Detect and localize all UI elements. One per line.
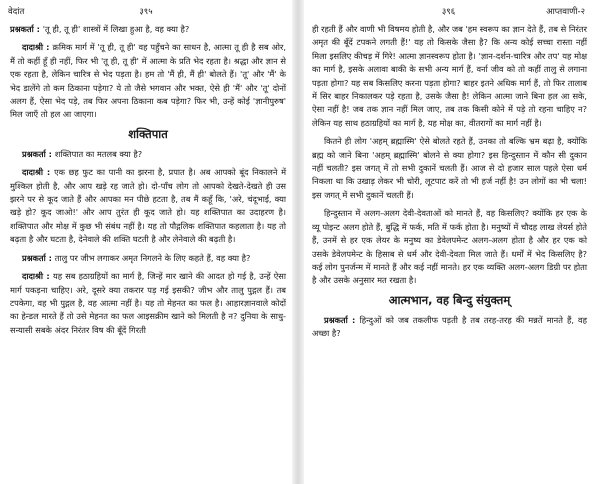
paragraph-text: क्रमिक मार्ग में 'तू ही, तू ही' वह पहुँचने का साधन है, आत्मा तू ही है सब ओर, मैं तो कहीं हूँ ही नहीं, फिर भी 'तू ही, तू ही' में आत्मा के प्रति भेद रहता है। श्रद्धा और ज्ञान से एक रहता है, लेकिन चारित्र से भेद पड़ता है। हम तो 'मैं ही, मैं ही' बोलते हैं। 'तू' और 'मैं' के भेद डालेंगे तो कम ठिकाना पड़ेगा? ये तो जैसे भगवान और भक्त, ऐसे ही 'मैं' और 'तू' दोनों अलग हैं, ऐसा भेद पड़े, तब फिर अपना ठिकाना कब पड़ेगा? फिर भी, उन्हें कोई 'ज्ञानीपुरुष' मिल जाएँ तो हल आ जाएगा। bbox=[10, 42, 286, 120]
speaker-separator: : bbox=[45, 252, 55, 263]
speaker-label: दादाश्री bbox=[22, 42, 44, 53]
paragraph bbox=[10, 23, 286, 36]
right-page bbox=[304, 0, 593, 484]
paragraph-text: कितने ही लोग 'अहम् ब्रह्मास्मि' ऐसे बोलते रहते हैं, उनका तो बल्कि भ्रम बढ़ा है, क्योंकि ब्रह्म को जाने बिना 'अहम् ब्रह्मास्मि' बोलने से क्या होगा? इस हिन्दुस्तान में कौन सी दुकान नहीं चलती? इस जगत् में तो सभी दुकानें चलती हैं। आज से दो हजार साल पहले ऐसा धर्म निकला था कि उखाड़ लेकर भी चोरी, लूटपाट करें तो भी हर्ज नहीं है! उन लोगों का भी चला! इस जगत् में सभी दुकानें चलती हैं। bbox=[312, 136, 587, 200]
paragraph-text: हिन्दुओं को जब तकलीफ पड़ती है तब तरह-तरह की मन्नतें मानते हैं, वह अच्छा है? bbox=[312, 314, 587, 339]
left-page bbox=[0, 0, 292, 484]
speaker-separator: : bbox=[347, 314, 360, 325]
speaker-separator: : bbox=[43, 271, 53, 282]
paragraph bbox=[312, 207, 587, 287]
paragraph bbox=[10, 166, 286, 246]
speaker-separator: : bbox=[33, 24, 43, 34]
right-header-title: आप्तवाणी-२ bbox=[546, 7, 585, 17]
speaker-separator: : bbox=[45, 148, 55, 159]
paragraph bbox=[312, 23, 587, 130]
speaker-label: दादाश्री bbox=[22, 271, 44, 282]
left-page-number: ३९५ bbox=[139, 7, 153, 17]
paragraph-text: एक छह फुट का पानी का झरना है, प्रपात है। अब आपको बूंद निकालने में मुश्किल होती है, और आप खड़े रह जाते हो। दो-पाँच लोग तो आपको देखते-देखते ही उस झरने पर से कूद जाते हैं और आपका मन पीछे हटता है, तब मैं कहूँ कि, 'अरे, चंदूभाई, क्या खड़े हो? कूद जाओ!' और आप तुरंत ही कूद जाते हो। यह शक्तिपात का उदाहरण है। शक्तिपात और मोक्ष में कुछ भी संबंध नहीं है। यह तो पौद्गलिक शक्तिपात कहलाता है। यह तो बढ़ता है और घटता है, देनेवाले की शक्ति घटती है और लेनेवाले की बढ़ती है। bbox=[10, 167, 286, 245]
right-page-number: ३९६ bbox=[441, 7, 456, 17]
paragraph bbox=[10, 41, 286, 121]
paragraph bbox=[10, 270, 286, 337]
paragraph bbox=[312, 314, 587, 341]
paragraph-text: हिन्दुस्तान में अलग-अलग देवी-देवताओं को मानते हैं, वह किसलिए? क्योंकि हर एक के व्यू पोइन्ट अलग होते हैं, बुद्धि में फर्क, मति में फर्क होता है। मनुष्यों में चौदह लाख लेयर्स होते हैं, उनमें से हर एक लेयर के मनुष्य का डेवेलपमेन्ट अलग-अलग होता है और हर एक को उसके डेवेलपमेन्ट के हिसाब से धर्म और देवी-देवता मिल जाते हैं। धर्मों में भेद किसलिए है? कई लोग पुनर्जन्म में मानते हैं और कई नहीं मानते। हर एक व्यक्ति अलग-अलग डिग्री पर होता है और उसके अनुसार मत रखता है। bbox=[312, 208, 587, 286]
paragraph-text: यह सब हठाग्रहियों का मार्ग है, जिन्हें मार खाने की आदत हो गई है, उन्हें ऐसा मार्ग पकड़ना चाहिए। अरे, दूसरे क्या तकरार पड़ गई इसकी? जीभ और तालु पुद्गल हैं। तब टपकेगा, वह भी पुद्गल है, वह आत्मा नहीं है। यह तो मेहनत का फल है। आहारज्ञानवाले कोदों का हेन्डल मारते हैं तो उसे मेहनत का फल आइसक्रीम खाने को मिलती है न? दुनिया के साधु-सन्यासी सबके अंदर निरंतर विष की बूँदें गिरती bbox=[10, 271, 286, 335]
speaker-label: दादाश्री bbox=[22, 167, 44, 178]
speaker-separator: : bbox=[43, 42, 53, 53]
speaker-separator: : bbox=[43, 167, 55, 178]
paragraph bbox=[10, 148, 286, 161]
paragraph-text: 'तू ही, तू ही' शास्त्रों में लिखा हुआ है, वह क्या है? bbox=[42, 24, 190, 34]
right-page-body bbox=[312, 23, 587, 482]
paragraph-text: तालु पर जीभ लगाकर अमृत निगलने के लिए कहते हैं, वह क्या है? bbox=[54, 252, 251, 263]
right-running-header bbox=[312, 5, 585, 19]
section-heading: शक्तिपात bbox=[128, 126, 168, 141]
speaker-label: प्रश्नकर्ता bbox=[22, 148, 46, 159]
paragraph-text: ही रहती हैं और वाणी भी विषमय होती है, और जब 'हम स्वरूप का ज्ञान देते हैं, तब से निरंतर अमृत की बूँदें टपकने लगती हैं!' यह तो किसके जैसा है? कि अन्य कोई सच्चा रास्ता नहीं मिला इसलिए कीचड़ में गिरे! आत्मा ज्ञानस्वरूप होता है। 'ज्ञान-दर्शन-चारित्र और तप' यह मोक्ष का मार्ग है, इसके अलावा बाकी के सभी अन्य मार्ग हैं, वर्ना जीव को तो कहीं तालु से लगाना पड़ता होगा? यह सब किसलिए करना पड़ता होगा? बाहर इतने अधिक मार्ग हैं, तो फिर तालाब में सिर बाहर निकालकर पड़े रहता है, उसके जैसा है! लेकिन आत्मा जाने बिना हल आ सके, ऐसा नहीं है! जब तक ज्ञान नहीं मिल जाए, तब तक किसी कोने में पड़े तो रहना चाहिए न? लेकिन यह साथ हठाग्रहियों का मार्ग है, यह मोक्ष का, वीतरागों का मार्ग नहीं है। bbox=[312, 24, 587, 128]
section-heading: आत्मभान, वह बिन्दु संयुक्तम् bbox=[388, 292, 511, 307]
paragraph bbox=[312, 135, 587, 202]
left-running-header bbox=[8, 5, 284, 19]
left-page-body bbox=[10, 23, 286, 482]
speaker-label: प्रश्नकर्ता bbox=[22, 252, 46, 263]
speaker-label: प्रश्नकर्ता bbox=[10, 24, 34, 34]
speaker-label: प्रश्नकर्ता bbox=[324, 314, 348, 325]
paragraph-text: शक्तिपात का मतलब क्या है? bbox=[54, 148, 143, 159]
paragraph bbox=[10, 252, 286, 265]
book-gutter bbox=[292, 0, 304, 484]
left-header-title: वेदांत bbox=[8, 7, 25, 17]
